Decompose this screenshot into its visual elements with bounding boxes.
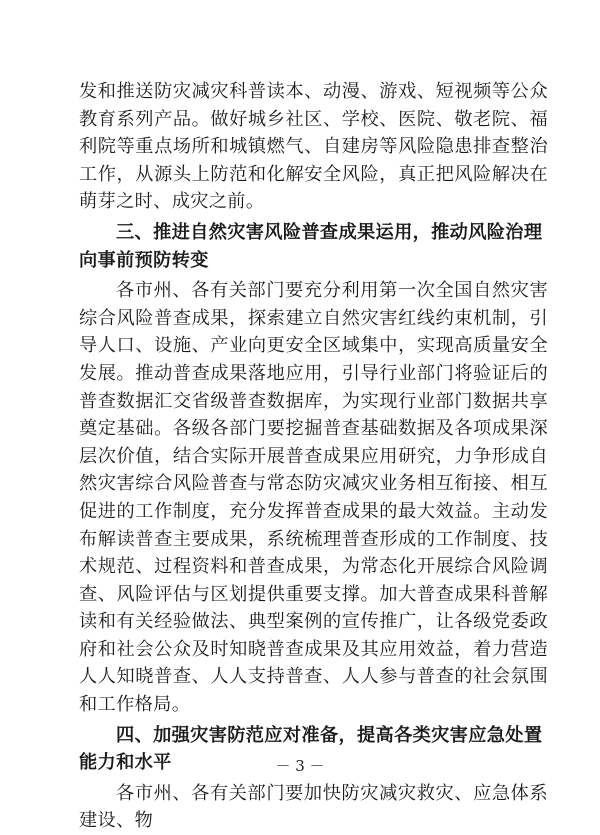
paragraph-section-4-body: 各市州、各有关部门要加快防灾减灾救灾、应急体系建设、物 [79, 782, 548, 832]
section-heading-3: 三、推进自然灾害风险普查成果运用，推动风险治理向事前预防转变 [79, 221, 543, 271]
page-number: － 3 － [275, 757, 325, 775]
paragraph-section-3-body: 各市州、各有关部门要充分利用第一次全国自然灾害综合风险普查成果，探索建立自然灾害红线约束机制，引导人口、设施、产业向更安全区域集中，实现高质量安全发展。推动普查成果落地应用，引导行业部门将验证后的普查数据汇交省级普查数据库，为实现行业部门数据共享奠定基础。各级各部门要挖掘普查基础数据及各项成果深层次价值，结合实际开展普查成果应用研究，力争形成自然灾害综合风险普查与常态防灾减灾业务相互衔接、相互促进的工作制度，充分发挥普查成果的最大效益。主动发布解读普查主要成果，系统梳理普查形成的工作制度、技术规范、过程资料和普查成果，为常态化开展综合风险调查、风险评估与区划提供重要支撑。加大普查成果科普解读和有关经验做法、典型案例的宣传推广，让各级党委政府和社会公众及时知晓普查成果及其应用效益，着力营造人人知晓普查、人人支持普查、人人参与普查的社会氛围和工作格局。 [79, 280, 548, 716]
section-heading-4: 四、加强灾害防范应对准备，提高各类灾害应急处置能力和水平 [79, 724, 543, 774]
paragraph-continuation: 发和推送防灾减灾科普读本、动漫、游戏、短视频等公众教育系列产品。做好城乡社区、学校、医院、敬老院、福利院等重点场所和城镇燃气、自建房等风险隐患排查整治工作，从源头上防范和化解安全风险，真正把风险解决在萌芽之时、成灾之前。 [79, 81, 548, 213]
